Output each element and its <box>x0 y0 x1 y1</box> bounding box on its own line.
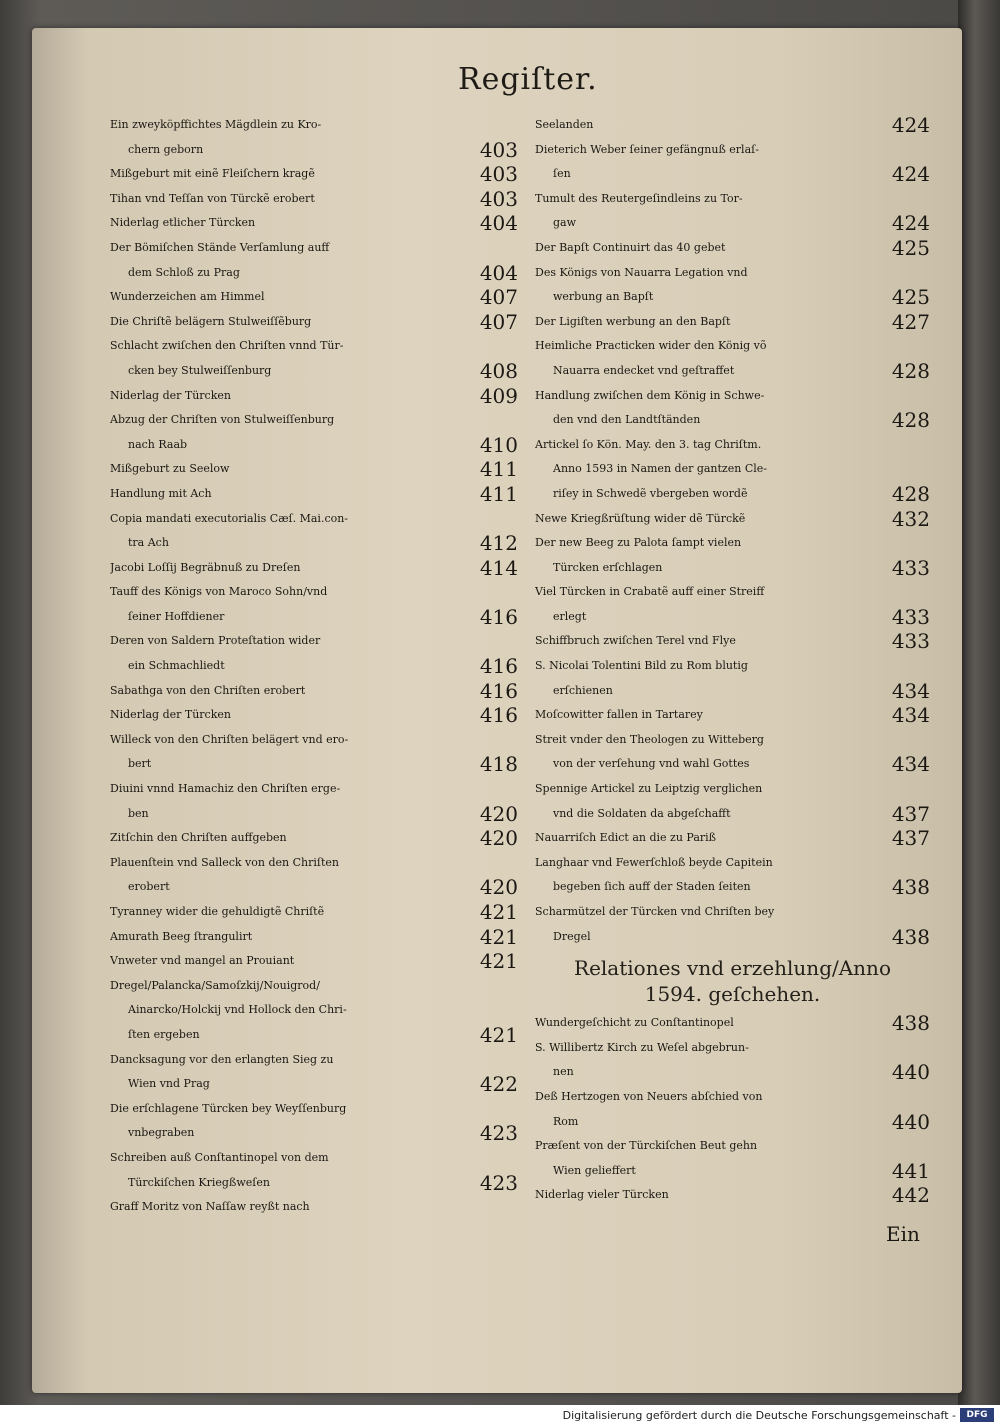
index-entry <box>110 334 518 383</box>
page-number: 424 <box>891 162 930 187</box>
entry-title-continuation: Dregel <box>553 929 591 943</box>
index-entry <box>110 236 518 285</box>
index-entry <box>110 580 518 629</box>
index-entry <box>535 654 930 703</box>
page-number: 403 <box>479 137 518 162</box>
index-entry <box>110 187 518 212</box>
index-entry <box>535 113 930 138</box>
index-entry <box>110 457 518 482</box>
page-number: 438 <box>891 924 930 949</box>
index-entry <box>535 629 930 654</box>
right-column-entries-1594 <box>535 1011 930 1208</box>
page-number: 407 <box>479 285 518 310</box>
entry-title: Des Königs von Nauarra Legation vnd <box>535 265 748 279</box>
page-number: 433 <box>891 629 930 654</box>
page-number: 425 <box>891 235 930 260</box>
index-entry <box>535 334 930 383</box>
entry-title-continuation: Anno 1593 in Namen der gantzen Cle- <box>553 462 767 476</box>
entry-title-continuation: vnd die Soldaten da abgeſchafft <box>553 806 731 820</box>
entry-title: Schiffbruch zwiſchen Terel vnd Flye <box>535 634 736 648</box>
page-number: 412 <box>479 531 518 556</box>
entry-title: Amurath Beeg ſtrangulirt <box>110 929 253 943</box>
index-entry <box>110 925 518 950</box>
entry-title-continuation: von der verſehung vnd wahl Gottes <box>553 757 750 771</box>
index-entry <box>110 826 518 851</box>
entry-title: Handlung mit Ach <box>110 486 212 500</box>
entry-title: Diuini vnnd Hamachiz den Chriſten erge- <box>110 782 341 796</box>
index-entry <box>535 310 930 335</box>
entry-title-continuation: cken bey Stulweiſſenburg <box>128 363 272 377</box>
entry-title: Præſent von der Türckiſchen Beut gehn <box>535 1139 758 1153</box>
index-entry <box>535 1134 930 1183</box>
entry-title-continuation: tra Ach <box>128 536 169 550</box>
entry-title-continuation: nen <box>553 1065 574 1079</box>
entry-title: Der Bömiſchen Stände Verſamlung auff <box>110 240 330 254</box>
entry-title-continuation: erſchienen <box>553 683 613 697</box>
index-entry <box>535 580 930 629</box>
index-entry <box>110 1097 518 1146</box>
index-entry <box>110 482 518 507</box>
index-entry <box>110 408 518 457</box>
index-entry <box>110 113 518 162</box>
page-number: 409 <box>479 383 518 408</box>
entry-title: Der Ligiſten werbung an den Bapſt <box>535 314 731 328</box>
entry-title-continuation: vnbegraben <box>128 1126 195 1140</box>
page-number: 416 <box>479 604 518 629</box>
running-head: Regiſter. <box>458 62 598 97</box>
index-entry <box>535 384 930 433</box>
page-number: 423 <box>479 1170 518 1195</box>
entry-title-continuation: bert <box>128 757 152 771</box>
page-number: 421 <box>479 1022 518 1047</box>
index-entry <box>110 211 518 236</box>
page-number: 408 <box>479 358 518 383</box>
entry-title: Mißgeburt zu Seelow <box>110 462 230 476</box>
index-entry <box>535 851 930 900</box>
section-heading-line-2: 1594. geſchehen. <box>644 982 821 1007</box>
entry-title-continuation: Ainarcko/Holckij vnd Hollock den Chri- <box>128 1003 347 1017</box>
index-entry <box>110 629 518 678</box>
entry-title-continuation: Türckiſchen Kriegßweſen <box>128 1175 270 1189</box>
entry-title: Moſcowitter fallen in Tartarey <box>535 708 703 722</box>
entry-title: Graff Moritz von Naſſaw reyßt nach <box>110 1200 310 1214</box>
entry-title: Vnweter vnd mangel an Prouiant <box>110 954 295 968</box>
page-number: 420 <box>479 801 518 826</box>
entry-title: Schlacht zwiſchen den Chriſten vnnd Tür- <box>110 339 344 353</box>
page-number: 440 <box>891 1060 930 1085</box>
entry-title-continuation: ben <box>128 806 149 820</box>
entry-title: Streit vnder den Theologen zu Witteberg <box>535 732 764 746</box>
entry-title-continuation: riſey in Schwedẽ vbergeben wordẽ <box>553 486 748 500</box>
index-entry <box>110 1195 518 1220</box>
page-number: 440 <box>891 1109 930 1134</box>
entry-title: Die Chriſtẽ belägern Stulweiſſẽburg <box>110 314 312 328</box>
page-number: 428 <box>891 481 930 506</box>
page-number: 424 <box>891 211 930 236</box>
page-number: 427 <box>891 309 930 334</box>
entry-title-continuation: gaw <box>553 216 577 230</box>
index-entry <box>110 384 518 409</box>
page-number: 438 <box>891 875 930 900</box>
entry-title: Willeck von den Chriſten belägert vnd ero- <box>110 732 349 746</box>
page-number: 434 <box>891 703 930 728</box>
page-number: 437 <box>891 826 930 851</box>
entry-title-continuation: Türcken erſchlagen <box>553 560 663 574</box>
page-number: 421 <box>479 924 518 949</box>
index-entry <box>535 138 930 187</box>
entry-title: Dregel/Palancka/Samoſzkij/Nouigrod/ <box>110 978 320 992</box>
entry-title: Handlung zwiſchen dem König in Schwe- <box>535 388 765 402</box>
left-column <box>110 113 518 1220</box>
index-entry <box>110 507 518 556</box>
entry-title-continuation: begeben ſich auff der Staden ſeiten <box>553 880 751 894</box>
entry-title: Nauarriſch Edict an die zu Pariß <box>535 831 717 845</box>
entry-title-continuation: werbung an Bapſt <box>553 290 654 304</box>
entry-title: S. Willibertz Kirch zu Weſel abgebrun- <box>535 1040 749 1054</box>
entry-title: Niderlag der Türcken <box>110 388 231 402</box>
entry-title-continuation: ein Schmachliedt <box>128 659 225 673</box>
entry-title-continuation: Wien vnd Prag <box>128 1077 210 1091</box>
entry-title: Die erſchlagene Türcken bey Weyſſenburg <box>110 1101 347 1115</box>
entry-title: Spennige Artickel zu Leiptzig verglichen <box>535 782 763 796</box>
entry-title-continuation: ſen <box>553 167 571 181</box>
entry-title: Schreiben auß Conſtantinopel von dem <box>110 1150 329 1164</box>
entry-title: Niderlag der Türcken <box>110 708 231 722</box>
entry-title: Plauenſtein vnd Salleck von den Chriſten <box>110 855 339 869</box>
catchword: Ein <box>886 1222 920 1246</box>
entry-title: Der Bapſt Continuirt das 40 gebet <box>535 240 726 254</box>
entry-title: Tyranney wider die gehuldigtẽ Chriſtẽ <box>110 905 325 918</box>
entry-title: Scharmützel der Türcken vnd Chriſten bey <box>535 905 775 918</box>
page-number: 416 <box>479 703 518 728</box>
index-entry <box>110 949 518 974</box>
entry-title: Newe Kriegßrüſtung wider dẽ Türckẽ <box>535 511 746 525</box>
entry-title: Der new Beeg zu Palota ſampt vielen <box>535 536 742 550</box>
book-edge <box>958 0 1000 1427</box>
index-entry <box>110 777 518 826</box>
index-entry <box>535 777 930 826</box>
page-number: 424 <box>891 113 930 137</box>
page-number: 438 <box>891 1011 930 1036</box>
entry-title: Abzug der Chriſten von Stulweiſſenburg <box>110 413 335 427</box>
page-number: 434 <box>891 678 930 703</box>
entry-title-continuation: nach Raab <box>128 437 188 451</box>
entry-title: Dancksagung vor den erlangten Sieg zu <box>110 1052 334 1066</box>
entry-title-continuation: Nauarra endecket vnd geſtraffet <box>553 363 735 377</box>
index-entry <box>535 507 930 532</box>
entry-title: Dieterich Weber ſeiner gefängnuß erlaſ- <box>535 142 759 156</box>
index-entry <box>535 433 930 507</box>
page-number: 404 <box>479 211 518 236</box>
entry-title: Zitſchin den Chriſten auffgeben <box>110 831 287 845</box>
page-number: 428 <box>891 358 930 383</box>
index-entry <box>535 1036 930 1085</box>
entry-title: Niderlag vieler Türcken <box>535 1188 669 1202</box>
index-entry <box>535 1183 930 1208</box>
page-number: 428 <box>891 408 930 433</box>
index-entry <box>110 310 518 335</box>
index-entry <box>535 1085 930 1134</box>
index-entry <box>535 1011 930 1036</box>
right-column <box>535 113 930 1208</box>
page-number: 411 <box>479 457 518 482</box>
page-number: 416 <box>479 654 518 679</box>
entry-title: Tihan vnd Teſſan von Türckẽ erobert <box>110 191 315 205</box>
entry-title-continuation: chern geborn <box>128 142 204 156</box>
entry-title: S. Nicolai Tolentini Bild zu Rom blutig <box>535 659 748 673</box>
index-entry <box>110 703 518 728</box>
entry-title: Wundergeſchicht zu Conſtantinopel <box>535 1016 734 1030</box>
index-entry <box>535 531 930 580</box>
page-number: 420 <box>479 826 518 851</box>
index-entry <box>110 285 518 310</box>
index-entry <box>110 1048 518 1097</box>
entry-title-continuation: erlegt <box>553 609 587 623</box>
page-number: 411 <box>479 481 518 506</box>
entry-title: Heimliche Practicken wider den König võ <box>535 339 767 353</box>
entry-title-continuation: ſten ergeben <box>128 1027 200 1041</box>
entry-title: Copia mandati executorialis Cæſ. Mai.con- <box>110 511 349 525</box>
section-heading <box>535 955 930 1007</box>
entry-title: Artickel ſo Kön. May. den 3. tag Chriſtm. <box>535 437 762 451</box>
footer-credit: Digitalisierung gefördert durch die Deutsche Forschungsgemeinschaft - <box>562 1409 956 1422</box>
page-number: 404 <box>479 260 518 285</box>
page-number: 410 <box>479 432 518 457</box>
page-number: 433 <box>891 555 930 580</box>
entry-title: Viel Türcken in Crabatẽ auff einer Streiff <box>535 585 765 599</box>
index-entry <box>535 703 930 728</box>
index-entry <box>110 679 518 704</box>
entry-title: Ein zweyköpffichtes Mägdlein zu Kro- <box>110 118 322 131</box>
page-number: 407 <box>479 309 518 334</box>
entry-title: Deren von Saldern Proteſtation wider <box>110 634 321 648</box>
entry-title-continuation: den vnd den Landtſtänden <box>553 413 701 427</box>
entry-title-continuation: dem Schloß zu Prag <box>128 265 240 279</box>
entry-title: Sabathga von den Chriſten erobert <box>110 683 306 697</box>
page-number: 442 <box>891 1183 930 1208</box>
page-number: 434 <box>891 752 930 777</box>
index-entry <box>110 974 518 1048</box>
page-number: 441 <box>891 1158 930 1183</box>
entry-title: Niderlag etlicher Türcken <box>110 216 256 230</box>
entry-title: Seelanden <box>535 118 594 131</box>
entry-title: Wunderzeichen am Himmel <box>110 290 265 304</box>
entry-title: Deß Hertzogen von Neuers abſchied von <box>535 1089 763 1103</box>
page-number: 414 <box>479 555 518 580</box>
index-entry <box>535 826 930 851</box>
page-number: 422 <box>479 1072 518 1097</box>
index-entry <box>535 187 930 236</box>
page-number: 418 <box>479 752 518 777</box>
index-entry <box>535 900 930 949</box>
index-entry <box>110 162 518 187</box>
index-entry <box>110 1146 518 1195</box>
page-number: 403 <box>479 162 518 187</box>
page-number: 432 <box>891 506 930 531</box>
page-number: 421 <box>479 949 518 974</box>
section-heading-line-1: Relationes vnd erzehlung/Anno <box>574 956 891 981</box>
entry-title: Tauff des Königs von Maroco Sohn/vnd <box>110 585 328 599</box>
entry-title-continuation: erobert <box>128 880 170 894</box>
entry-title: Tumult des Reutergeſindleins zu Tor- <box>535 191 743 205</box>
entry-title-continuation: ſeiner Hoffdiener <box>128 609 225 623</box>
index-entry <box>110 556 518 581</box>
page-number: 420 <box>479 875 518 900</box>
page-number: 421 <box>479 900 518 924</box>
page-number: 433 <box>891 604 930 629</box>
entry-title: Mißgeburt mit einẽ Fleiſchern kragẽ <box>110 167 315 181</box>
index-entry <box>535 236 930 261</box>
page-number: 416 <box>479 678 518 703</box>
entry-title-continuation: Wien gelieffert <box>553 1163 636 1177</box>
index-entry <box>535 261 930 310</box>
entry-title-continuation: Rom <box>553 1114 579 1128</box>
index-entry <box>535 728 930 777</box>
page-number: 437 <box>891 801 930 826</box>
index-entry <box>110 851 518 900</box>
dfg-logo-icon: DFG <box>960 1408 994 1422</box>
entry-title: Jacobi Loſſij Begräbnuß zu Dreſen <box>110 560 301 574</box>
entry-title: Langhaar vnd Fewerſchloß beyde Capitein <box>535 855 773 869</box>
page-number: 403 <box>479 186 518 211</box>
page-number: 425 <box>891 285 930 310</box>
index-entry <box>110 900 518 925</box>
page-number: 423 <box>479 1121 518 1146</box>
index-entry <box>110 728 518 777</box>
right-column-entries <box>535 113 930 949</box>
